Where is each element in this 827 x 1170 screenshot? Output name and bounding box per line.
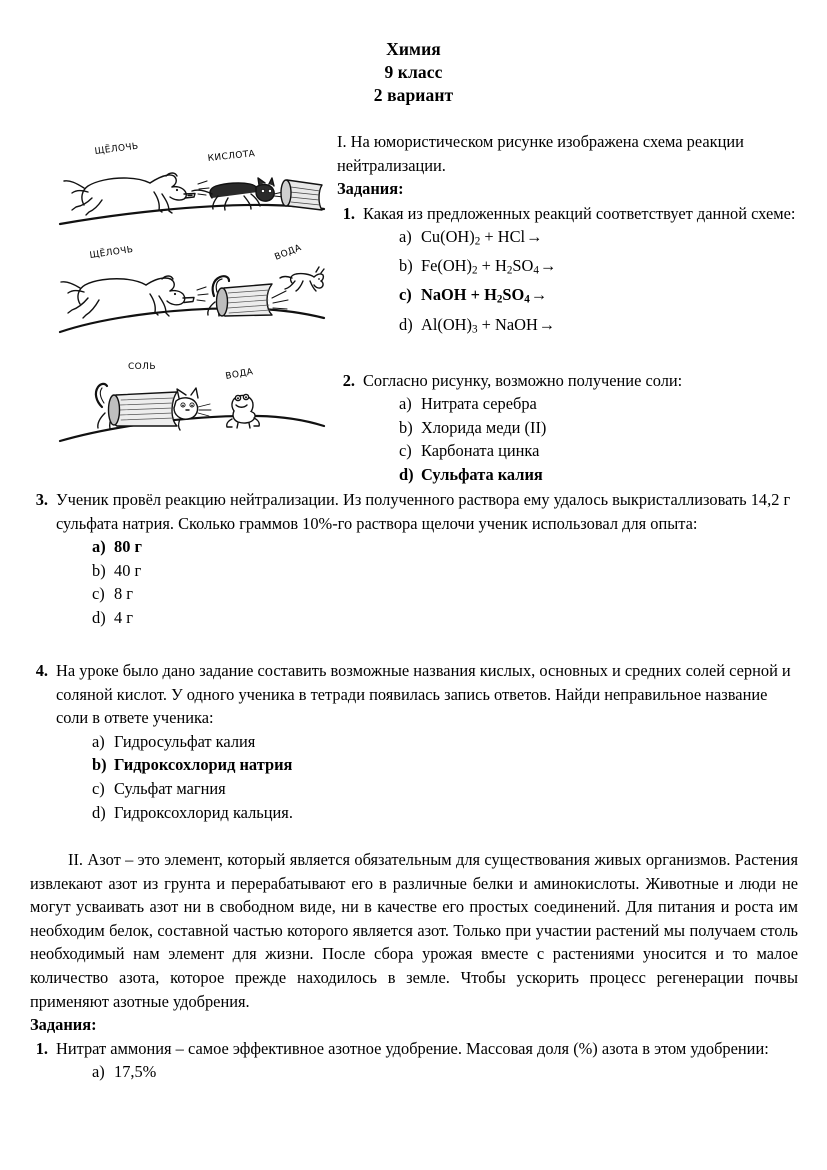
option-4c[interactable] xyxy=(92,777,798,801)
figure-3-label-salt: СОЛЬ xyxy=(128,362,156,372)
option-3d[interactable] xyxy=(92,606,798,630)
figure-3-drawing xyxy=(58,345,326,450)
option-4c-letter: c) xyxy=(92,778,105,798)
question-3 xyxy=(30,488,798,630)
figure-1-label-alkali: ЩЁЛОЧЬ xyxy=(94,141,140,157)
figure-2-label-alkali: ЩЁЛОЧЬ xyxy=(89,244,135,261)
option-2b-letter: b) xyxy=(399,417,413,437)
section-two-tasks-label: Задания: xyxy=(30,1015,97,1035)
option-3d-letter: d) xyxy=(92,607,106,627)
option-1a-text: $Cu(OH)_2 + HCl\to$ xyxy=(421,227,543,248)
option-4b[interactable] xyxy=(92,753,798,777)
question-3-text: Ученик провёл реакцию нейтрализации. Из полученного раствора ему удалось выкристаллизовать 14,2 г сульфата натрия. Сколько граммов 10%-го раствора щелочи ученик использовал для опыта: xyxy=(56,490,791,533)
question-2 xyxy=(337,369,799,487)
option-3b-letter: b) xyxy=(92,560,106,580)
question-3-number: 3. xyxy=(35,490,48,509)
question-1-options xyxy=(363,225,799,341)
option-1d[interactable] xyxy=(399,313,799,342)
option-2b[interactable] xyxy=(399,416,799,440)
figure-1-drawing xyxy=(58,132,326,232)
option-3c-text: 8 г xyxy=(114,584,134,604)
section-two-paragraph: II. Азот – это элемент, который является обязательным для существования живых организмов. Растения извлекают азот из грунта и перерабатывают его в различные белки и аминокислоты. Животные и люди не могут усваивать азот ни в свободном виде, ни в качестве его простых соединений. Для питания и роста им необходим белок, составной частью которого является азот. Только при участии растений мы получаем столь необходимый нам элемент для жизни. После сбора урожая вместе с растениями уносится и то малое количество азота, которое прежде находилось в земле. Чтобы ускорить процесс регенерации почвы применяют азотные удобрения. xyxy=(30,850,798,1011)
question-4-options xyxy=(56,730,798,824)
option-3a[interactable] xyxy=(92,535,798,559)
section-two-question-1 xyxy=(30,1037,798,1084)
option-1a[interactable] xyxy=(399,225,799,254)
option-1b-letter: b) xyxy=(399,256,413,276)
question-4 xyxy=(30,659,798,824)
question-2-options xyxy=(363,392,799,486)
option-4d-text: Гидроксохлорид кальция. xyxy=(114,802,293,822)
option-4a-text: Гидросульфат калия xyxy=(114,731,256,751)
option-4d[interactable] xyxy=(92,801,798,825)
option-1d-text: $Al(OH)_3$ + NaOH→ xyxy=(421,314,556,335)
header-subject: Химия xyxy=(386,39,441,59)
option-1a-letter: a) xyxy=(399,227,412,247)
option-4c-text: Сульфат магния xyxy=(114,778,226,798)
option-4a-letter: a) xyxy=(92,731,105,751)
option-4b-text: Гидроксохлорид натрия xyxy=(114,755,293,775)
question-1-number: 1. xyxy=(342,203,355,223)
option-3b-text: 40 г xyxy=(114,560,142,580)
figure-1-neutralization-chase xyxy=(58,132,326,232)
illustration-column xyxy=(58,132,326,454)
option-1b-text: $Fe(OH)_2 + H_2SO_4\to$ xyxy=(421,256,557,277)
option-ii-1a[interactable] xyxy=(92,1060,798,1084)
option-2d[interactable] xyxy=(399,463,799,487)
section-one-tasks-label: Задания: xyxy=(337,179,404,199)
option-2d-letter: d) xyxy=(399,464,414,484)
option-3c-letter: c) xyxy=(92,584,105,604)
section-two-wrapper xyxy=(30,848,798,1084)
question-1-text: Какая из предложенных реакций соответствует данной схеме: xyxy=(363,203,796,223)
option-2c-letter: c) xyxy=(399,441,412,461)
section-two-question-1-text: Нитрат аммония – самое эффективное азотное удобрение. Массовая доля (%) азота в этом удобрении: xyxy=(56,1038,769,1058)
option-3d-text: 4 г xyxy=(114,607,134,627)
option-2b-text: Хлорида меди (II) xyxy=(421,417,547,437)
section-two-question-1-number: 1. xyxy=(35,1038,48,1058)
section-one-right-column xyxy=(337,130,799,487)
option-3c[interactable] xyxy=(92,582,798,606)
figure-3-products-salt-water xyxy=(58,345,326,450)
question-1 xyxy=(337,202,799,342)
option-2c-text: Карбоната цинка xyxy=(421,441,540,461)
figure-3-label-water: ВОДА xyxy=(224,367,255,382)
question-3-wrapper xyxy=(30,488,798,630)
option-3a-letter: a) xyxy=(92,537,106,557)
figure-1-label-acid: КИСЛОТА xyxy=(207,149,256,164)
option-4a[interactable] xyxy=(92,730,798,754)
option-2a-letter: a) xyxy=(399,394,412,414)
question-4-text: На уроке было дано задание составить возможные названия кислых, основных и средних солей серной и соляной кислот. У одного ученика в тетради появилась запись ответов. Найди неправильное название соли в ответе ученика: xyxy=(56,661,791,728)
option-4d-letter: d) xyxy=(92,802,106,822)
question-3-options xyxy=(56,535,798,629)
document-header xyxy=(0,38,827,107)
figure-2-drawing xyxy=(58,236,326,341)
header-variant: 2 вариант xyxy=(373,85,454,105)
section-two-question-1-options xyxy=(56,1060,798,1084)
question-2-number: 2. xyxy=(342,370,355,390)
question-2-text: Согласно рисунку, возможно получение соли: xyxy=(363,370,683,390)
header-grade: 9 класс xyxy=(384,62,443,82)
option-ii-1a-text: 17,5% xyxy=(114,1062,157,1082)
option-2a-text: Нитрата серебра xyxy=(421,394,537,414)
option-ii-1a-letter: a) xyxy=(92,1062,105,1082)
question-4-wrapper xyxy=(30,659,798,824)
option-2a[interactable] xyxy=(399,392,799,416)
question-4-number: 4. xyxy=(35,661,48,680)
section-one-intro: I. На юмористическом рисунке изображена схема реакции нейтрализации. xyxy=(337,132,744,175)
option-4b-letter: b) xyxy=(92,755,107,775)
option-1b[interactable] xyxy=(399,254,799,283)
option-2c[interactable] xyxy=(399,439,799,463)
option-3a-text: 80 г xyxy=(114,537,142,557)
figure-2-reaction-in-progress xyxy=(58,236,326,341)
option-1c-letter: c) xyxy=(399,285,412,305)
figure-2-label-water: ВОДА xyxy=(273,243,304,263)
option-1c[interactable] xyxy=(399,283,799,312)
option-2d-text: Сульфата калия xyxy=(421,464,543,484)
option-3b[interactable] xyxy=(92,559,798,583)
option-1c-text: NaOH + $H_2SO_4\to$ xyxy=(421,285,548,306)
option-1d-letter: d) xyxy=(399,314,413,334)
